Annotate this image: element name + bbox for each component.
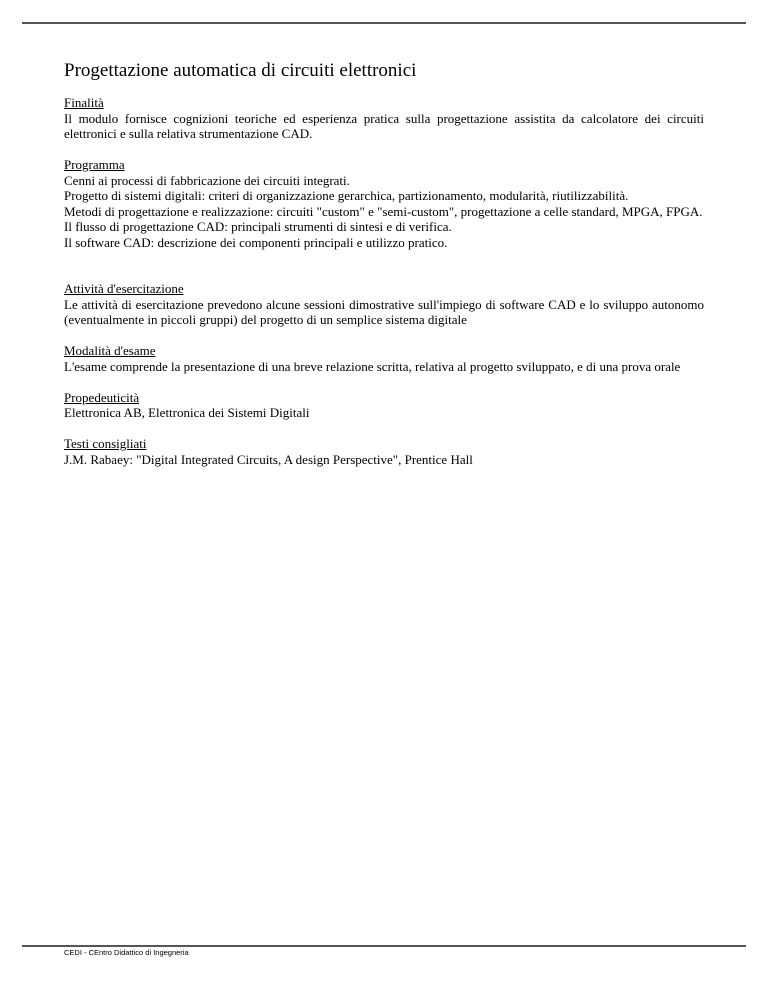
section-text: Il software CAD: descrizione dei componenti principali e utilizzo pratico. [64,234,448,250]
section-attivita-esercitazione [64,281,704,328]
section-heading: Propedeuticità [64,389,140,405]
section-programma [64,157,704,250]
section-finalita [64,95,704,142]
section-text: Elettronica AB, Elettronica dei Sistemi Digitali [64,405,310,420]
document-body [64,58,704,483]
document-title: Progettazione automatica di circuiti elettronici [64,60,417,81]
footer-text: CEDI - CEntro Didattico di Ingegneria [64,948,189,957]
section-heading: Modalità d'esame [64,343,156,358]
section-text: Cenni ai processi di fabbricazione dei circuiti integrati. [64,172,350,188]
section-text: Metodi di progettazione e realizzazione: circuiti "custom" e "semi-custom", progettazione a celle standard, MPGA, FPGA. [64,203,703,219]
section-heading: Testi consigliati [64,436,147,451]
section-heading: Programma [64,157,125,172]
section-text: Progetto di sistemi digitali: criteri di organizzazione gerarchica, partizionamento, modularità, riutilizzabilità. [64,188,629,203]
section-text: Il flusso di progettazione CAD: principali strumenti di sintesi e di verifica. [64,219,452,234]
section-text: Le attività di esercitazione prevedono alcune sessioni dimostrative sull'impiego di software CAD e lo sviluppo autonomo (eventualmente in piccoli gruppi) del progetto di un semplice sistema digitale [64,296,704,327]
section-text: L'esame comprende la presentazione di una breve relazione scritta, relativa al progetto sviluppato, e di una prova orale [64,358,681,374]
section-modalita-esame [64,343,704,374]
section-text: J.M. Rabaey: "Digital Integrated Circuits, A design Perspective", Prentice Hall [64,451,473,467]
section-propedeuticita [64,390,704,421]
top-divider [22,22,746,24]
section-testi-consigliati [64,436,704,467]
section-heading: Attività d'esercitazione [64,281,184,296]
section-text: Il modulo fornisce cognizioni teoriche ed esperienza pratica sulla progettazione assistita da calcolatore dei circuiti elettronici e sulla relativa strumentazione CAD. [64,110,704,141]
bottom-divider [22,945,746,947]
section-heading: Finalità [64,95,104,110]
